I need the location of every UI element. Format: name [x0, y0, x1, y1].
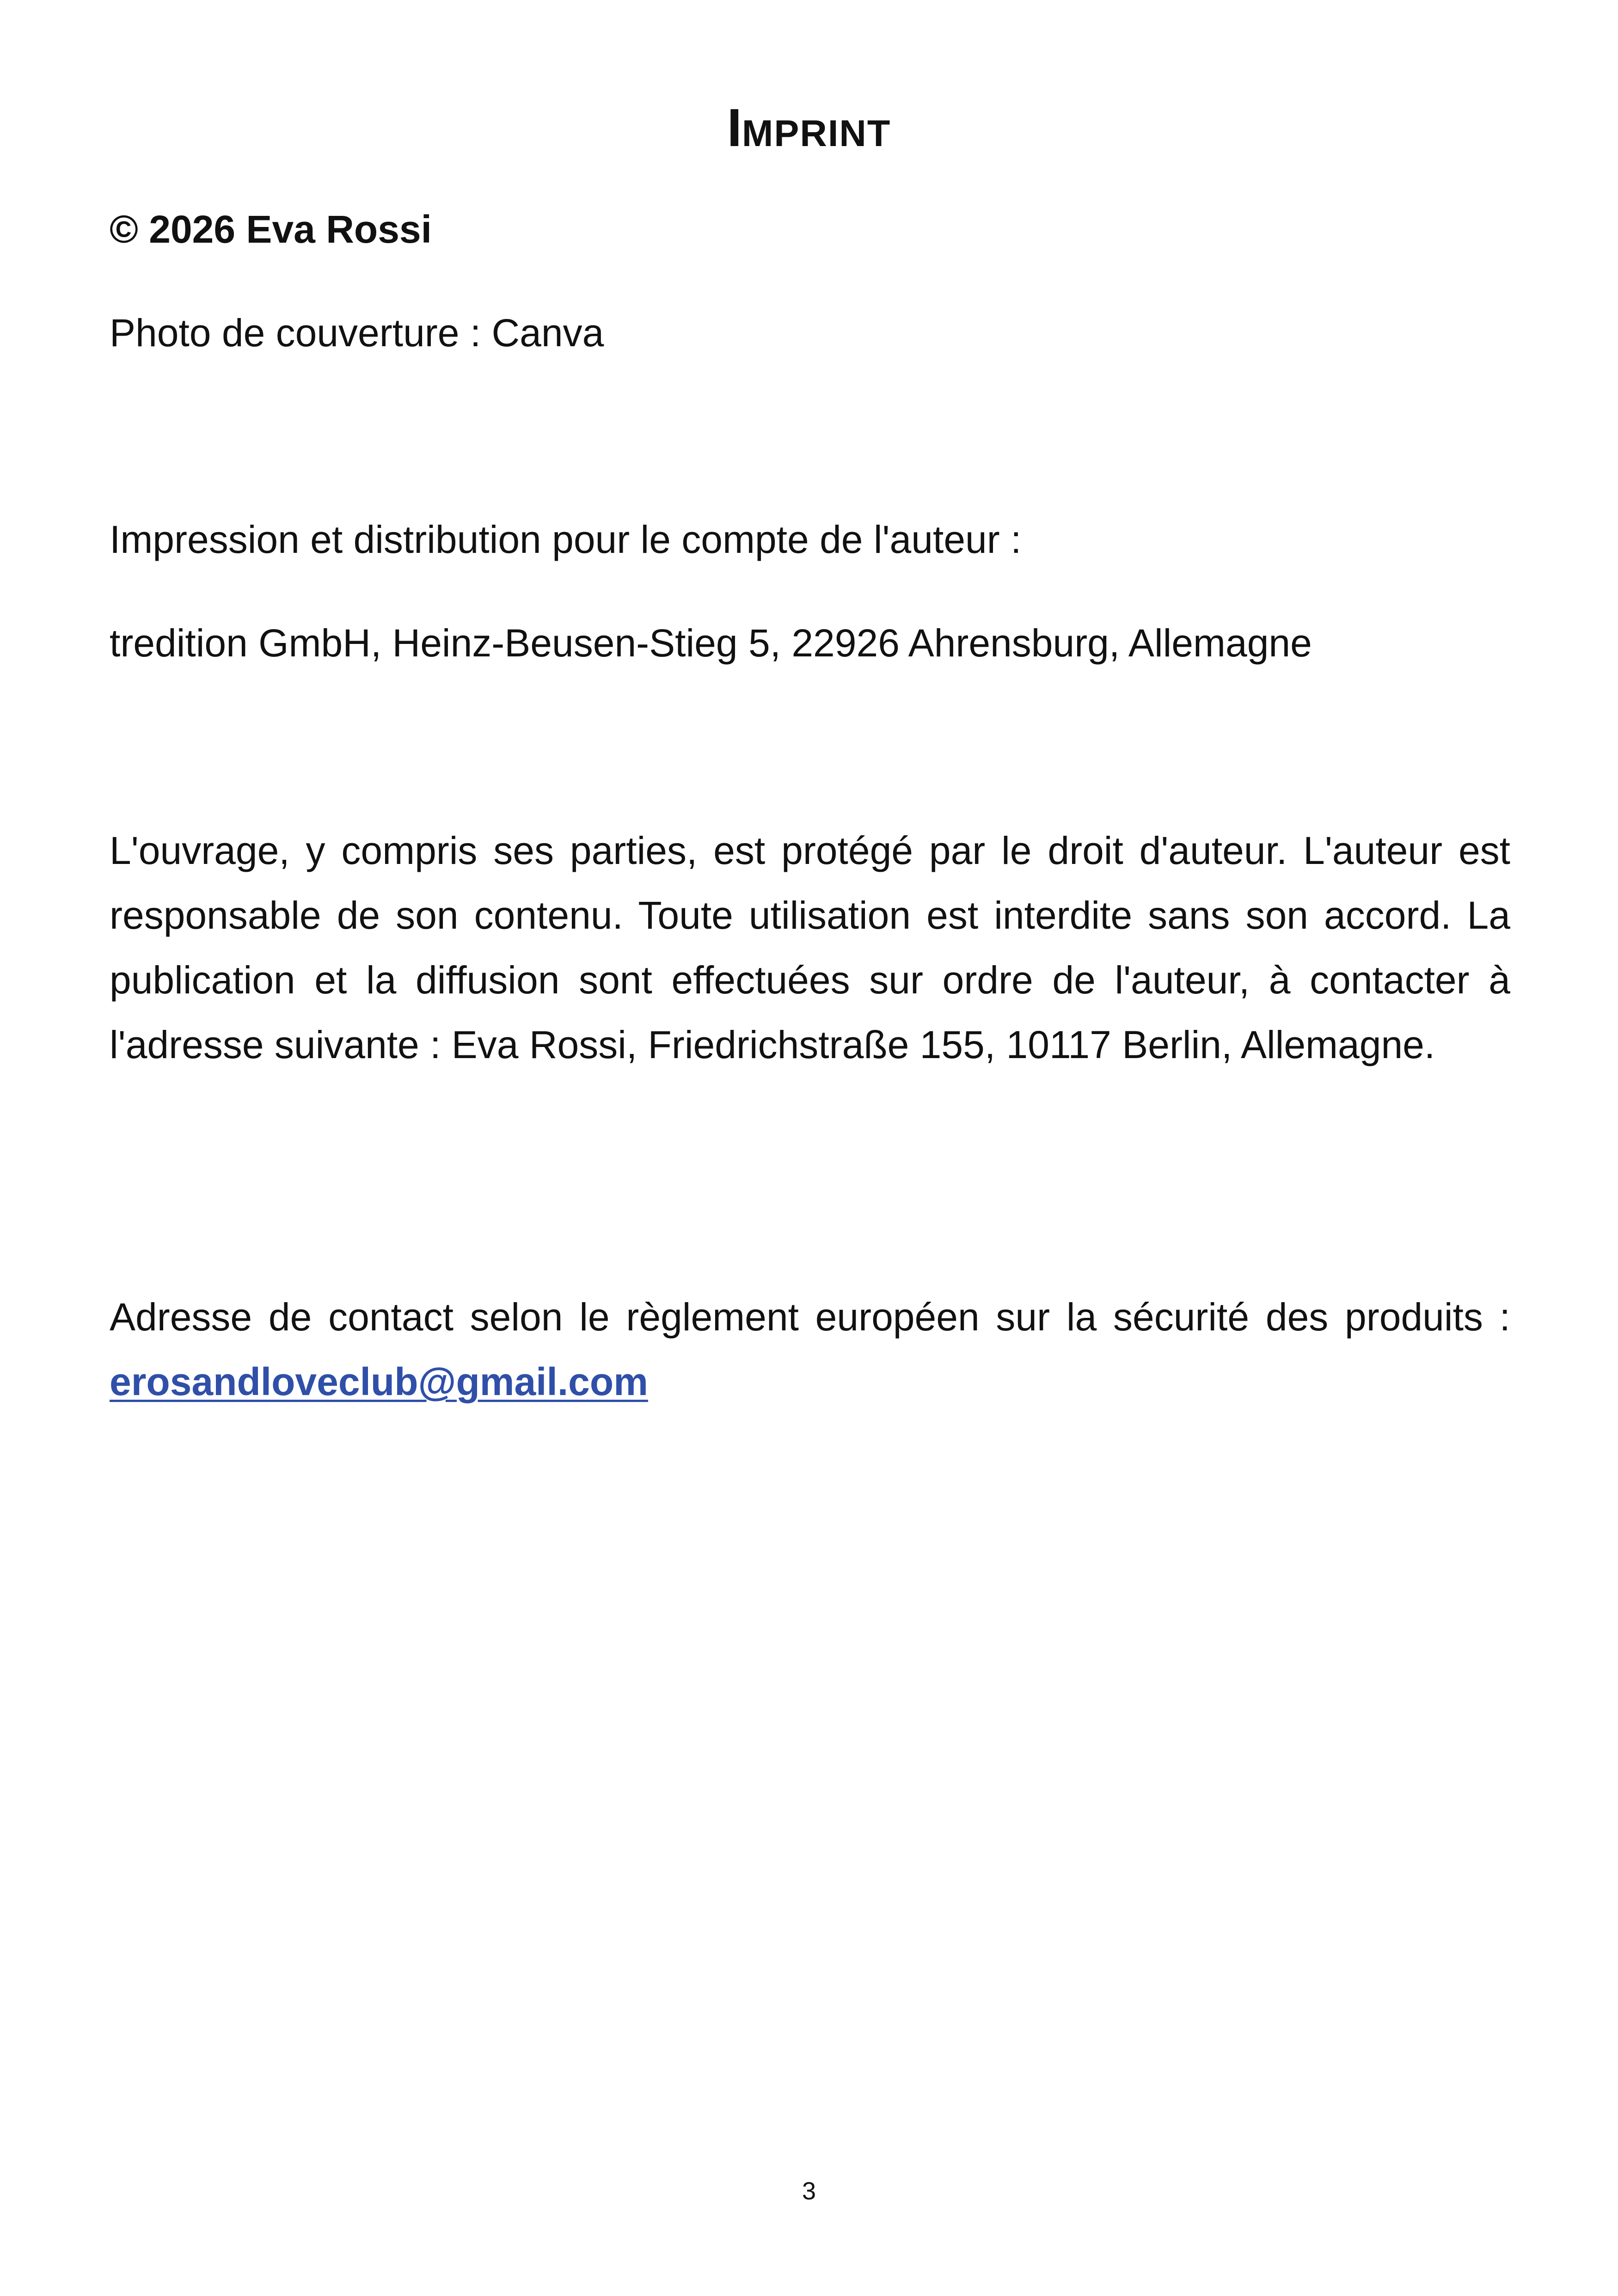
page-number: 3 — [802, 2177, 816, 2205]
title-initial: I — [727, 98, 742, 158]
printer-address: tredition GmbH, Heinz-Beusen-Stieg 5, 22926 Ahrensburg, Allemagne — [110, 621, 1312, 665]
title-rest: mprint — [742, 98, 891, 158]
page-title — [0, 91, 1618, 165]
contact-paragraph — [110, 1285, 1510, 1414]
cover-photo-credit: Photo de couverture : Canva — [110, 311, 604, 355]
contact-email-link[interactable]: erosandloveclub@gmail.com — [110, 1360, 648, 1403]
rights-paragraph: L'ouvrage, y compris ses parties, est protégé par le droit d'auteur. L'auteur est responsable de son contenu. Toute utilisation est interdite sans son accord. La publication et la diffusion sont effectuées sur ordre de l'auteur, à contacter à l'adresse suivante : Eva Rossi, Friedrichstraße 155, 10117 Berlin, Allemagne. — [110, 829, 1510, 1066]
copyright-line: © 2026 Eva Rossi — [110, 208, 432, 251]
printing-distribution-label: Impression et distribution pour le compte de l'auteur : — [110, 518, 1022, 561]
contact-text: Adresse de contact selon le règlement européen sur la sécurité des produits : — [110, 1295, 1510, 1339]
